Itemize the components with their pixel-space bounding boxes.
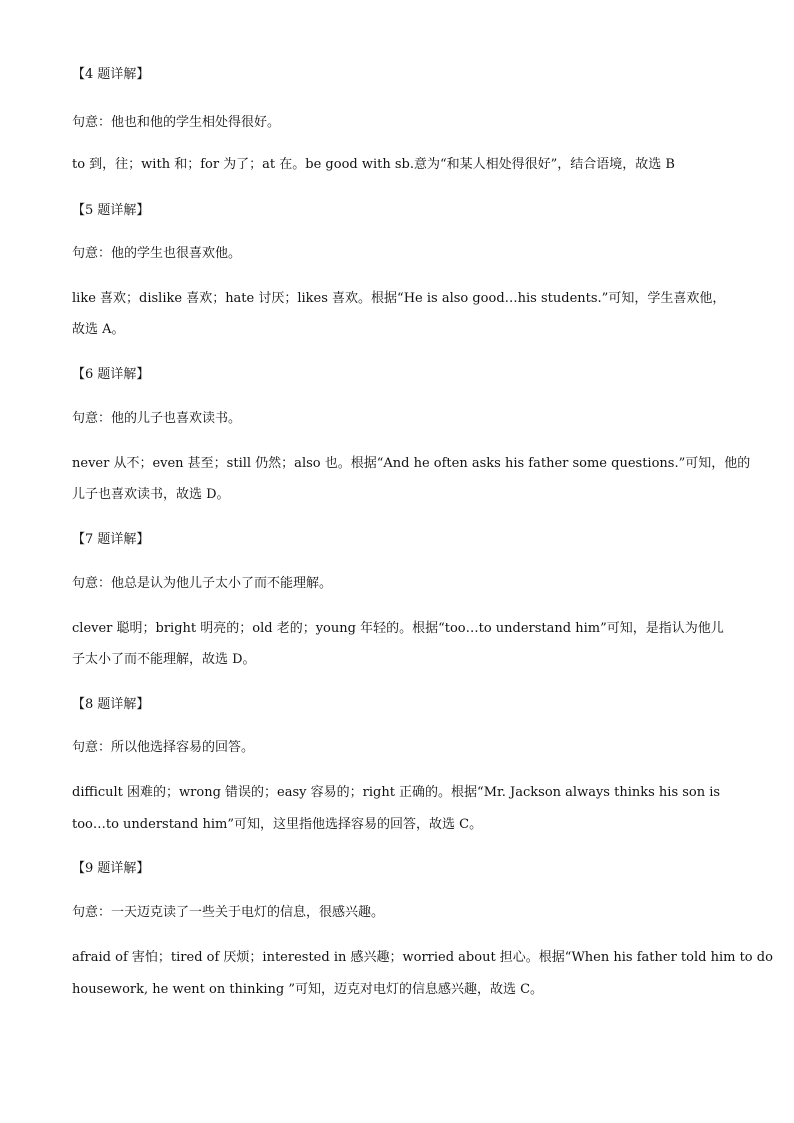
explanation-5-line-1: like 喜欢；dislike 喜欢；hate 讨厌；likes 喜欢。根据“He is also good…his students.”可知，学生喜欢他， xyxy=(72,291,726,306)
explanation-8-line-2: too…to understand him”可知，这里指他选择容易的回答，故选 C。 xyxy=(72,817,483,832)
explanation-4-line-1: to 到，往；with 和；for 为了；at 在。be good with sb.意为“和某人相处得很好”，结合语境，故选 B xyxy=(72,157,675,172)
explanation-9-line-2: housework, he went on thinking ”可知，迈克对电灯的信息感兴趣，故选 C。 xyxy=(72,982,544,997)
section-heading-8: 【8 题详解】 xyxy=(72,697,150,712)
sentence-meaning-9: 句意：一天迈克读了一些关于电灯的信息，很感兴趣。 xyxy=(72,905,385,920)
explanation-7-line-2: 子太小了而不能理解，故选 D。 xyxy=(72,652,256,667)
explanation-7-line-1: clever 聪明；bright 明亮的；old 老的；young 年轻的。根据“too…to understand him”可知，是指认为他儿 xyxy=(72,621,724,636)
section-heading-9: 【9 题详解】 xyxy=(72,861,150,876)
explanation-6-line-1: never 从不；even 甚至；still 仍然；also 也。根据“And he often asks his father some questions.”可知，他的 xyxy=(72,456,751,471)
section-heading-6: 【6 题详解】 xyxy=(72,367,150,382)
explanation-8-line-1: difficult 困难的；wrong 错误的；easy 容易的；right 正确的。根据“Mr. Jackson always thinks his son is xyxy=(72,785,721,800)
sentence-meaning-8: 句意：所以他选择容易的回答。 xyxy=(72,740,255,755)
section-heading-5: 【5 题详解】 xyxy=(72,203,150,218)
section-heading-4: 【4 题详解】 xyxy=(72,67,150,82)
section-heading-7: 【7 题详解】 xyxy=(72,532,150,547)
sentence-meaning-4: 句意：他也和他的学生相处得很好。 xyxy=(72,115,281,130)
sentence-meaning-6: 句意：他的儿子也喜欢读书。 xyxy=(72,411,242,426)
explanation-5-line-2: 故选 A。 xyxy=(72,322,125,337)
sentence-meaning-7: 句意：他总是认为他儿子太小了而不能理解。 xyxy=(72,576,333,591)
explanation-6-line-2: 儿子也喜欢读书，故选 D。 xyxy=(72,487,230,502)
explanation-9-line-1: afraid of 害怕；tired of 厌烦；interested in 感兴趣；worried about 担心。根据“When his father told him to do xyxy=(72,950,773,965)
sentence-meaning-5: 句意：他的学生也很喜欢他。 xyxy=(72,246,242,261)
